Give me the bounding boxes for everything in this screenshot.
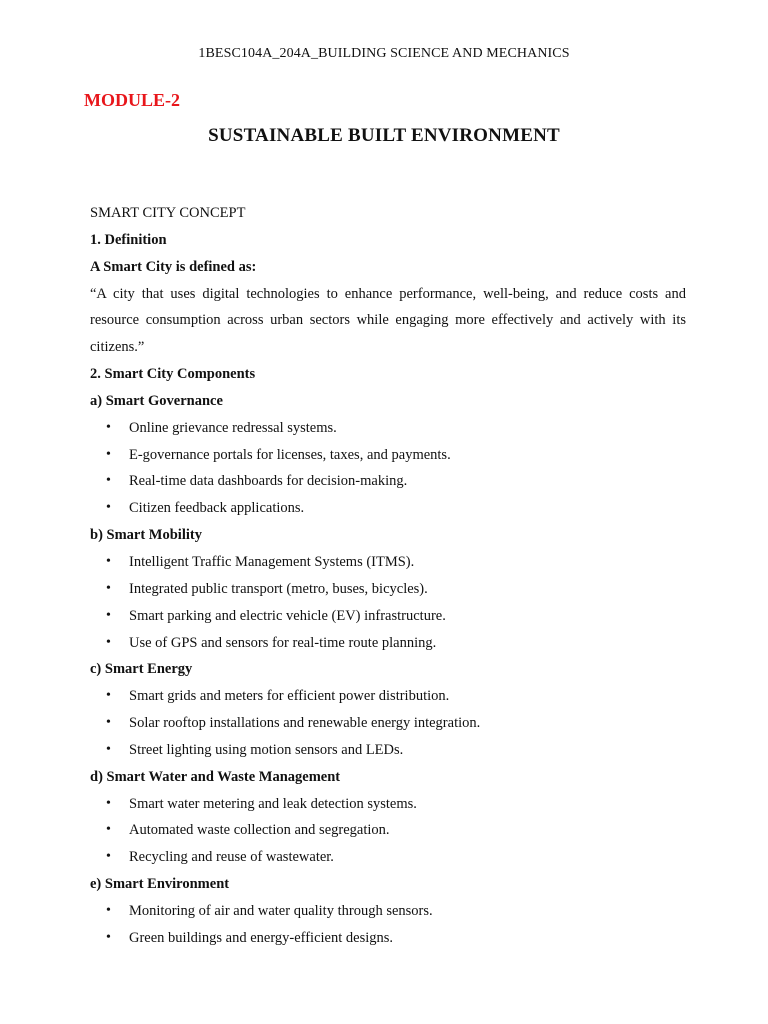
bullet-icon: • <box>106 929 111 945</box>
bullet-item <box>90 925 686 952</box>
bullet-icon: • <box>106 473 111 489</box>
bullet-item <box>90 710 686 737</box>
bullet-item <box>90 576 686 603</box>
bullet-text: Smart grids and meters for efficient power distribution. <box>129 688 450 705</box>
components-heading: 2. Smart City Components <box>90 366 256 383</box>
bullet-icon: • <box>106 419 111 435</box>
bullet-text: Solar rooftop installations and renewable energy integration. <box>129 715 481 732</box>
component-heading: c) Smart Energy <box>90 661 193 678</box>
bullet-text: Real-time data dashboards for decision-making. <box>129 473 408 490</box>
section-heading: SMART CITY CONCEPT <box>90 205 246 221</box>
document-title: SUSTAINABLE BUILT ENVIRONMENT <box>208 125 560 146</box>
module-label: MODULE-2 <box>84 90 180 110</box>
bullet-text: Automated waste collection and segregation. <box>129 822 390 839</box>
bullet-text: Monitoring of air and water quality through sensors. <box>129 902 433 919</box>
bullet-icon: • <box>106 822 111 838</box>
component-heading: b) Smart Mobility <box>90 527 202 544</box>
component-bullet-list <box>90 791 686 872</box>
bullet-icon: • <box>106 446 111 462</box>
bullet-item <box>90 898 686 925</box>
bullet-item <box>90 630 686 657</box>
bullet-item <box>90 844 686 871</box>
definition-quote <box>90 281 686 362</box>
bullet-item <box>90 415 686 442</box>
bullet-item <box>90 549 686 576</box>
bullet-item <box>90 737 686 764</box>
bullet-item <box>90 791 686 818</box>
bullet-text: Street lighting using motion sensors and LEDs. <box>129 741 404 758</box>
bullet-icon: • <box>106 741 111 757</box>
component-heading: a) Smart Governance <box>90 392 223 409</box>
bullet-icon: • <box>106 634 111 650</box>
bullet-icon: • <box>106 902 111 918</box>
bullet-text: E-governance portals for licenses, taxes, and payments. <box>129 446 451 463</box>
bullet-icon: • <box>106 580 111 596</box>
component-bullet-list <box>90 549 686 656</box>
components-groups <box>90 388 686 952</box>
bullet-icon: • <box>106 553 111 569</box>
bullet-text: Citizen feedback applications. <box>129 500 305 517</box>
component-heading: e) Smart Environment <box>90 876 230 893</box>
component-bullet-list <box>90 683 686 764</box>
bullet-item <box>90 495 686 522</box>
document-body <box>90 200 686 952</box>
bullet-text: Smart water metering and leak detection systems. <box>129 795 417 812</box>
component-bullet-list <box>90 898 686 952</box>
component-heading: d) Smart Water and Waste Management <box>90 768 341 785</box>
bullet-text: Green buildings and energy-efficient designs. <box>129 929 394 946</box>
bullet-item <box>90 817 686 844</box>
bullet-icon: • <box>106 715 111 731</box>
bullet-text: Use of GPS and sensors for real-time route planning. <box>129 634 437 651</box>
bullet-icon: • <box>106 849 111 865</box>
bullet-icon: • <box>106 500 111 516</box>
component-bullet-list <box>90 415 686 522</box>
bullet-item <box>90 603 686 630</box>
definition-quote-line-1: “A city that uses digital technologies to enhance performance, well-being, and reduce costs and <box>90 285 686 302</box>
bullet-icon: • <box>106 607 111 623</box>
bullet-text: Intelligent Traffic Management Systems (ITMS). <box>129 553 415 570</box>
definition-lead: A Smart City is defined as: <box>90 258 257 275</box>
bullet-text: Smart parking and electric vehicle (EV) infrastructure. <box>129 607 446 624</box>
definition-quote-line-3: citizens.” <box>90 339 145 356</box>
definition-quote-line-2: resource consumption across urban sectors while engaging more effectively and actively with its <box>90 312 686 329</box>
bullet-text: Integrated public transport (metro, buses, bicycles). <box>129 580 428 597</box>
bullet-icon: • <box>106 795 111 811</box>
bullet-item <box>90 468 686 495</box>
page-header: 1BESC104A_204A_BUILDING SCIENCE AND MECHANICS <box>198 46 570 61</box>
bullet-item <box>90 442 686 469</box>
bullet-text: Recycling and reuse of wastewater. <box>129 849 334 866</box>
bullet-text: Online grievance redressal systems. <box>129 419 337 436</box>
bullet-item <box>90 683 686 710</box>
definition-heading: 1. Definition <box>90 231 167 248</box>
bullet-icon: • <box>106 688 111 704</box>
